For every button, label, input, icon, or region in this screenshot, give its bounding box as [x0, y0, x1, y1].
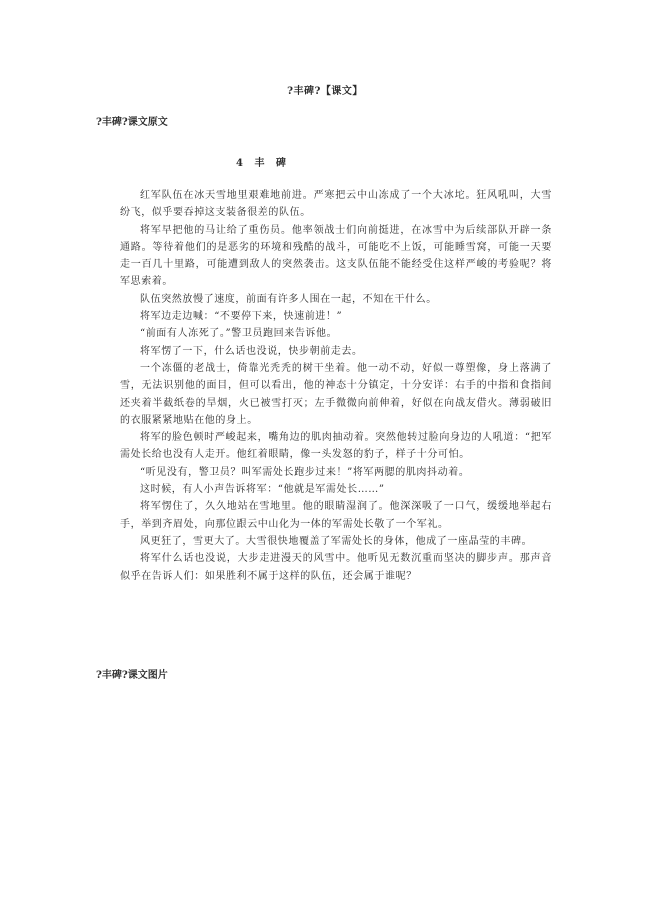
paragraph: 红军队伍在冰天雪地里艰难地前进。严寒把云中山冻成了一个大冰坨。狂风吼叫，大雪纷飞，似乎要吞掉这支装备很差的队伍。 [120, 190, 552, 219]
paragraph: 将军边走边喊：“不要停下来，快速前进！” [140, 311, 343, 323]
lesson-body [120, 187, 552, 585]
paragraph: “前面有人冻死了。”警卫员跑回来告诉他。 [140, 328, 338, 340]
paragraph: “听见没有，警卫员？叫军需处长跑步过来！”将军两腮的肌肉抖动着。 [140, 466, 470, 478]
section-heading-pictures: ?丰碑?课文图片 [96, 670, 168, 681]
paragraph: 将军什么话也没说，大步走进漫天的风雪中。他听见无数沉重而坚决的脚步声。那声音似乎在告诉人们：如果胜利不属于这样的队伍，还会属于谁呢？ [120, 553, 552, 582]
document-title: ?丰碑?【课文】 [287, 86, 363, 97]
section-heading-original-text: ?丰碑?课文原文 [96, 117, 168, 128]
paragraph: 队伍突然放慢了速度，前面有许多人围在一起，不知在干什么。 [140, 293, 437, 305]
paragraph: 将军早把他的马让给了重伤员。他率领战士们向前挺进，在冰雪中为后续部队开辟一条通路。等待着他们的是恶劣的环境和残酷的战斗，可能吃不上饭，可能睡雪窝，可能一天要走一百几十里路，可能遭到敌人的突然袭击。这支队伍能不能经受住这样严峻的考验呢？将军思索着。 [120, 224, 552, 288]
paragraph: 将军的脸色顿时严峻起来，嘴角边的肌肉抽动着。突然他转过脸向身边的人吼道：“把军需处长给也没有人走开。他红着眼睛，像一头发怒的豹子，样子十分可怕。 [120, 432, 552, 461]
paragraph: 将军愣住了，久久地站在雪地里。他的眼睛湿润了。他深深吸了一口气，缓缓地举起右手，举到齐眉处，向那位跟云中山化为一体的军需处长敬了一个军礼。 [120, 501, 552, 530]
paragraph: 风更狂了，雪更大了。大雪很快地覆盖了军需处长的身体，他成了一座晶莹的丰碑。 [140, 535, 533, 547]
lesson-title: 4 丰 碑 [236, 158, 290, 169]
paragraph: 将军愣了一下，什么话也没说，快步朝前走去。 [140, 345, 363, 357]
paragraph: 这时候，有人小声告诉将军：“他就是军需处长……” [140, 484, 385, 496]
paragraph: 一个冻僵的老战士，倚靠光秃秃的树干坐着。他一动不动，好似一尊塑像，身上落满了雪，无法识别他的面目，但可以看出，他的神态十分镇定，十分安详：右手的中指和食指间还夹着半截纸卷的旱烟，火已被雪打灭；左手微微向前伸着，好似在向战友借火。薄弱破旧的衣服紧紧地贴在他的身上。 [120, 362, 552, 426]
